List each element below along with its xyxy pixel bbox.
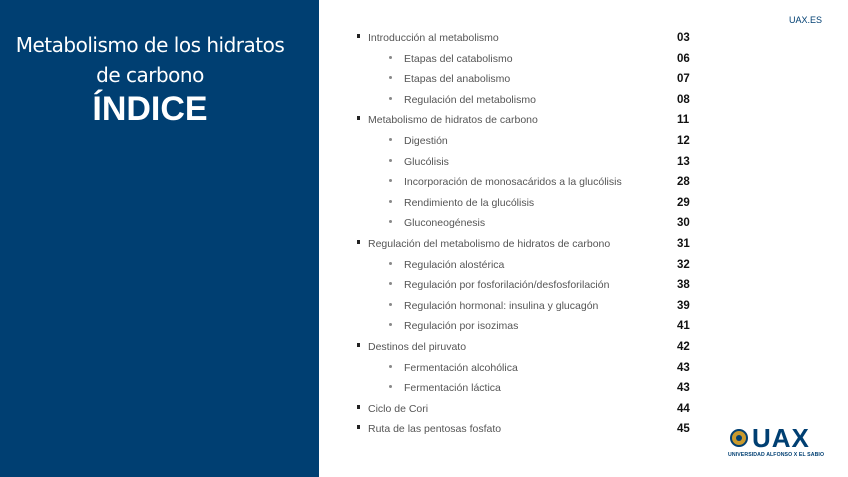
- bullet-icon: [389, 282, 392, 285]
- toc-entry[interactable]: [355, 154, 695, 175]
- toc-entry[interactable]: [355, 195, 695, 216]
- toc-entry[interactable]: [355, 215, 695, 236]
- bullet-icon: [357, 34, 360, 38]
- toc-entry-label: Fermentación alcohólica: [404, 361, 518, 374]
- toc-entry-label: Regulación hormonal: insulina y glucagón: [404, 299, 599, 312]
- toc-entry-page: 45: [677, 423, 690, 436]
- toc-entry-label: Regulación por fosforilación/desfosforilación: [404, 279, 610, 292]
- toc-entry-page: 32: [677, 258, 690, 271]
- toc-entry-page: 12: [677, 134, 690, 147]
- toc-entry-label: Destinos del piruvato: [368, 340, 467, 353]
- toc-entry-page: 08: [677, 93, 690, 106]
- bullet-icon: [389, 303, 392, 306]
- bullet-icon: [357, 343, 360, 347]
- toc-entry-label: Regulación del metabolismo: [404, 93, 536, 106]
- toc-entry-label: Ruta de las pentosas fosfato: [368, 423, 502, 436]
- toc-entry-label: Gluconeogénesis: [404, 217, 486, 230]
- toc-entry[interactable]: [355, 92, 695, 113]
- toc-entry-page: 11: [677, 114, 690, 127]
- bullet-icon: [389, 97, 392, 100]
- uax-logo: [728, 423, 828, 463]
- toc-entry-label: Metabolismo de hidratos de carbono: [368, 114, 538, 127]
- bullet-icon: [389, 179, 392, 182]
- toc-entry[interactable]: [355, 421, 695, 442]
- toc-entry[interactable]: [355, 133, 695, 154]
- toc-entry-label: Fermentación láctica: [404, 382, 501, 395]
- bullet-icon: [357, 405, 360, 409]
- toc-entry-label: Glucólisis: [404, 155, 449, 168]
- toc-entry[interactable]: [355, 339, 695, 360]
- toc-entry[interactable]: [355, 380, 695, 401]
- toc-entry-page: 38: [677, 279, 690, 292]
- bullet-icon: [389, 220, 392, 223]
- toc-entry-label: Incorporación de monosacáridos a la glucólisis: [404, 176, 622, 189]
- toc-entry-label: Rendimiento de la glucólisis: [404, 196, 535, 209]
- toc-entry[interactable]: [355, 112, 695, 133]
- toc-entry-page: 43: [677, 382, 690, 395]
- logo-subtitle: UNIVERSIDAD ALFONSO X EL SABIO: [728, 452, 825, 458]
- bullet-icon: [389, 365, 392, 368]
- toc-entry[interactable]: [355, 51, 695, 72]
- toc-entry[interactable]: [355, 257, 695, 278]
- toc-entry-page: 28: [677, 176, 690, 189]
- toc-entry-label: Etapas del anabolismo: [404, 73, 511, 86]
- toc-entry-page: 39: [677, 299, 690, 312]
- toc-entry-label: Regulación del metabolismo de hidratos de carbono: [368, 237, 611, 250]
- toc-entry-page: 41: [677, 320, 690, 333]
- toc-entry[interactable]: [355, 30, 695, 51]
- toc-entry-page: 29: [677, 196, 690, 209]
- toc-entry[interactable]: [355, 71, 695, 92]
- toc-entry[interactable]: [355, 277, 695, 298]
- toc-entry[interactable]: [355, 318, 695, 339]
- toc-entry-page: 03: [677, 32, 690, 44]
- logo-text: UAX: [752, 423, 810, 453]
- toc-entry-page: 42: [677, 340, 690, 353]
- toc-entry-page: 07: [677, 73, 690, 86]
- toc-entry-page: 30: [677, 217, 690, 230]
- table-of-contents: [355, 30, 695, 442]
- toc-entry-page: 06: [677, 52, 690, 65]
- title-line-1: Metabolismo de los hidratos: [15, 33, 285, 57]
- toc-entry-label: Introducción al metabolismo: [368, 32, 499, 44]
- toc-entry-label: Ciclo de Cori: [368, 402, 429, 415]
- title-panel: [0, 0, 319, 477]
- bullet-icon: [389, 76, 392, 79]
- toc-entry-label: Digestión: [404, 134, 448, 147]
- toc-entry-page: 43: [677, 361, 690, 374]
- toc-entry-page: 44: [677, 402, 690, 415]
- title-line-2: de carbono: [96, 63, 204, 87]
- toc-entry[interactable]: [355, 174, 695, 195]
- bullet-icon: [389, 138, 392, 141]
- toc-entry[interactable]: [355, 236, 695, 257]
- index-heading: ÍNDICE: [92, 90, 208, 128]
- bullet-icon: [389, 56, 392, 59]
- toc-entry[interactable]: [355, 401, 695, 422]
- site-link[interactable]: UAX.ES: [788, 15, 822, 25]
- bullet-icon: [389, 200, 392, 203]
- toc-entry-label: Regulación alostérica: [404, 258, 505, 271]
- bullet-icon: [389, 159, 392, 162]
- toc-entry-page: 13: [677, 155, 690, 168]
- toc-entry-label: Etapas del catabolismo: [404, 52, 513, 65]
- university-seal-icon: [730, 429, 748, 447]
- bullet-icon: [389, 385, 392, 388]
- bullet-icon: [389, 323, 392, 326]
- toc-entry[interactable]: [355, 360, 695, 381]
- bullet-icon: [389, 262, 392, 265]
- bullet-icon: [357, 240, 360, 244]
- bullet-icon: [357, 425, 360, 429]
- bullet-icon: [357, 116, 360, 120]
- toc-entry-label: Regulación por isozimas: [404, 320, 519, 333]
- toc-entry-page: 31: [677, 237, 690, 250]
- toc-entry[interactable]: [355, 298, 695, 319]
